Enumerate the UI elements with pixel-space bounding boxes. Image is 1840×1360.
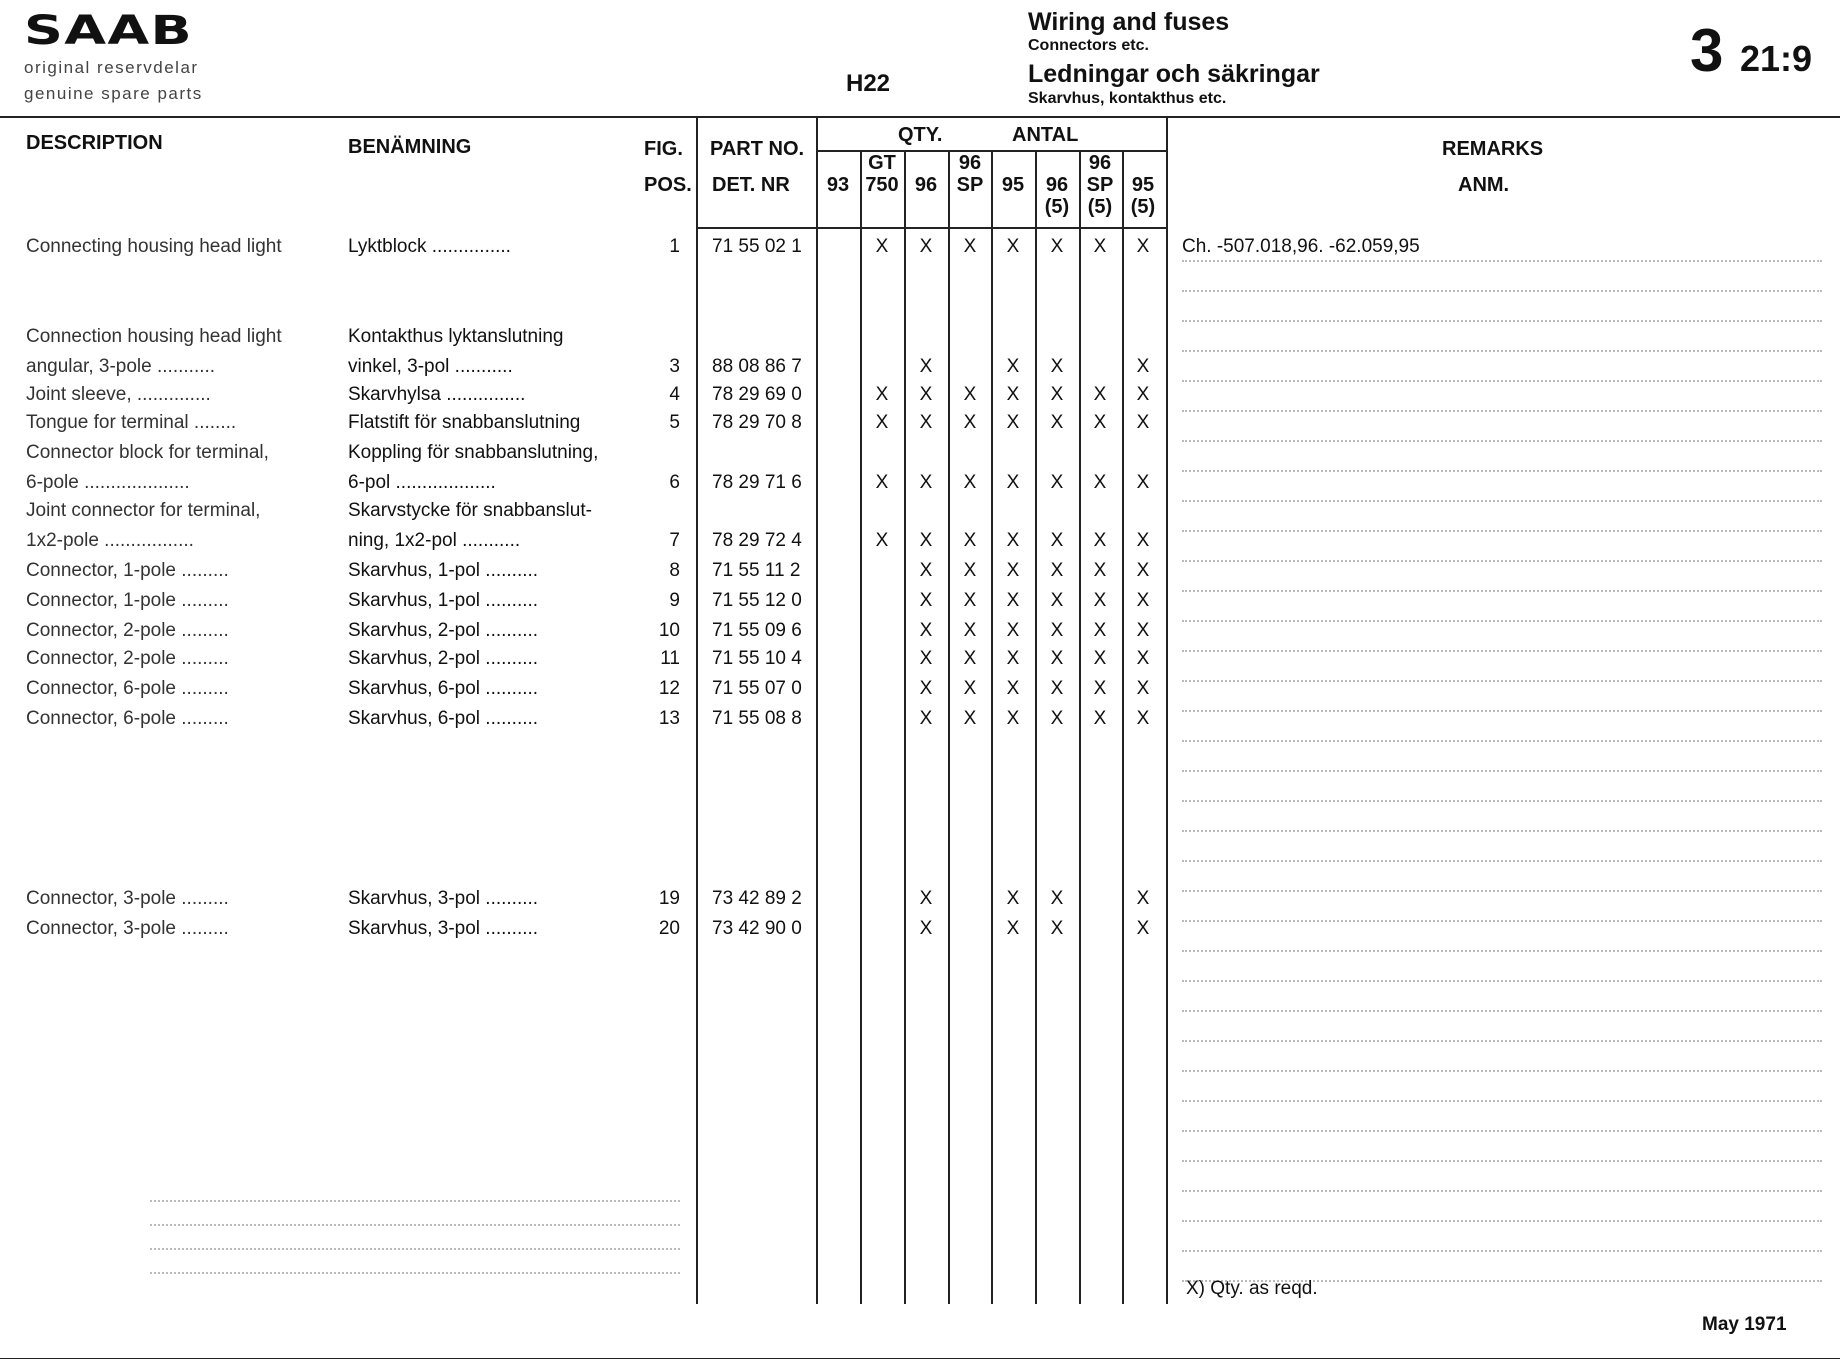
col-antal: ANTAL — [1012, 124, 1079, 146]
qty-mark: X — [919, 530, 933, 551]
remarks-guide-line — [1182, 620, 1822, 622]
benamning: 6-pol ................... — [348, 472, 496, 493]
remarks-guide-line — [1182, 500, 1822, 502]
qty-mark: X — [1136, 560, 1150, 581]
model-label-mid: 96 — [1045, 174, 1069, 196]
qty-mark: X — [963, 620, 977, 641]
col-remarks: REMARKS — [1442, 138, 1544, 160]
qty-mark: X — [1006, 530, 1020, 551]
model-label-mid: 95 — [1131, 174, 1155, 196]
qty-mark: X — [875, 384, 889, 405]
table-row — [0, 530, 1840, 556]
qty-mark: X — [875, 530, 889, 551]
subtitle-swedish: Skarvhus, kontakthus etc. — [1028, 90, 1227, 107]
benamning: Skarvhus, 2-pol .......... — [348, 620, 539, 641]
description: Joint sleeve, .............. — [26, 384, 211, 405]
fig-pos: 19 — [658, 888, 680, 909]
qty-mark: X — [1093, 678, 1107, 699]
table-row — [0, 620, 1840, 646]
remarks-guide-line — [1182, 830, 1822, 832]
qty-mark: X — [1050, 888, 1064, 909]
qty-mark: X — [1093, 620, 1107, 641]
fig-pos: 9 — [669, 590, 680, 611]
table-row — [0, 442, 1840, 468]
remarks-guide-line — [1182, 1220, 1822, 1222]
issue-date: May 1971 — [1702, 1314, 1787, 1335]
table-row — [0, 236, 1840, 262]
model-label-mid: SP — [956, 174, 984, 196]
model-label-bot: (5) — [1044, 196, 1070, 218]
qty-mark: X — [1050, 708, 1064, 729]
remarks-guide-line — [1182, 1040, 1822, 1042]
table-header-rule — [696, 227, 1166, 229]
model-label-bot — [948, 196, 992, 218]
fig-pos: 11 — [660, 648, 680, 669]
remarks-guide-line — [1182, 320, 1822, 322]
benamning: Koppling för snabbanslutning, — [348, 442, 599, 463]
part-number: 71 55 10 4 — [712, 648, 802, 669]
benamning: Flatstift för snabbanslutning — [348, 412, 581, 433]
footnote: X) Qty. as reqd. — [1186, 1278, 1318, 1299]
qty-mark: X — [1050, 412, 1064, 433]
qty-mark: X — [1006, 648, 1020, 669]
description: 6-pole .................... — [26, 472, 190, 493]
qty-mark: X — [1050, 472, 1064, 493]
remarks-guide-line — [1182, 1100, 1822, 1102]
remarks-guide-line — [1182, 1010, 1822, 1012]
description: Tongue for terminal ........ — [26, 412, 237, 433]
qty-mark: X — [875, 236, 889, 257]
model-header — [1035, 152, 1079, 218]
qty-mark: X — [1136, 384, 1150, 405]
qty-mark: X — [919, 560, 933, 581]
model-label-mid: 96 — [914, 174, 938, 196]
fig-pos: 6 — [669, 472, 680, 493]
qty-mark: X — [963, 708, 977, 729]
qty-mark: X — [1093, 708, 1107, 729]
model-label-top: GT — [868, 152, 896, 174]
qty-mark: X — [963, 236, 977, 257]
fig-pos: 12 — [658, 678, 680, 699]
qty-mark: X — [1136, 708, 1150, 729]
blank-guide-line — [150, 1200, 680, 1202]
model-label-bot: (5) — [1087, 196, 1113, 218]
qty-mark: X — [919, 918, 933, 939]
benamning: Skarvhus, 6-pol .......... — [348, 708, 539, 729]
remarks-guide-line — [1182, 1070, 1822, 1072]
qty-mark: X — [1050, 678, 1064, 699]
description: Connecting housing head light — [26, 236, 282, 257]
qty-mark: X — [1006, 356, 1020, 377]
remarks-guide-line — [1182, 1160, 1822, 1162]
qty-mark: X — [1136, 472, 1150, 493]
model-label-top — [904, 152, 948, 174]
remarks-guide-line — [1182, 410, 1822, 412]
qty-mark: X — [1006, 918, 1020, 939]
table-row — [0, 590, 1840, 616]
model-header — [860, 152, 904, 218]
col-anm: ANM. — [1458, 174, 1510, 196]
benamning: Skarvhylsa ............... — [348, 384, 526, 405]
remarks-guide-line — [1182, 740, 1822, 742]
model-label-top — [991, 152, 1035, 174]
bottom-rule — [0, 1358, 1840, 1359]
remarks-guide-line — [1182, 380, 1822, 382]
qty-mark: X — [1050, 356, 1064, 377]
part-number: 78 29 69 0 — [712, 384, 802, 405]
remarks-guide-line — [1182, 800, 1822, 802]
benamning: Skarvhus, 3-pol .......... — [348, 888, 539, 909]
qty-mark: X — [919, 590, 933, 611]
remarks-guide-line — [1182, 980, 1822, 982]
fig-pos: 7 — [669, 530, 680, 551]
col-benamning: BENÄMNING — [348, 136, 472, 158]
qty-mark: X — [919, 356, 933, 377]
table-row — [0, 326, 1840, 352]
model-label-mid: SP — [1086, 174, 1114, 196]
title-swedish: Ledningar och säkringar — [1028, 60, 1320, 88]
tagline-genuine: genuine spare parts — [24, 84, 203, 103]
qty-mark: X — [963, 590, 977, 611]
qty-mark: X — [875, 472, 889, 493]
model-label-mid: 750 — [865, 174, 899, 196]
qty-mark: X — [1006, 678, 1020, 699]
title-english: Wiring and fuses — [1028, 8, 1230, 36]
qty-mark: X — [1006, 236, 1020, 257]
remarks-guide-line — [1182, 890, 1822, 892]
remarks-guide-line — [1182, 710, 1822, 712]
part-number: 73 42 89 2 — [712, 888, 802, 909]
qty-mark: X — [1136, 530, 1150, 551]
part-number: 78 29 71 6 — [712, 472, 802, 493]
benamning: Skarvhus, 2-pol .......... — [348, 648, 539, 669]
model-header — [948, 152, 992, 218]
part-number: 71 55 12 0 — [712, 590, 802, 611]
model-label-top — [1121, 152, 1165, 174]
table-row — [0, 500, 1840, 526]
model-label-mid: 93 — [826, 174, 850, 196]
part-number: 88 08 86 7 — [712, 356, 802, 377]
benamning: Skarvhus, 1-pol .......... — [348, 560, 539, 581]
model-header — [816, 152, 860, 218]
fig-pos: 20 — [658, 918, 680, 939]
qty-mark: X — [1006, 620, 1020, 641]
remarks-guide-line — [1182, 950, 1822, 952]
col-partno: PART NO. — [710, 138, 805, 160]
table-row — [0, 356, 1840, 382]
qty-mark: X — [963, 384, 977, 405]
qty-mark: X — [1050, 918, 1064, 939]
model-header — [1121, 152, 1165, 218]
description: Connector, 6-pole ......... — [26, 678, 229, 699]
qty-mark: X — [1093, 648, 1107, 669]
qty-mark: X — [1093, 590, 1107, 611]
part-number: 71 55 07 0 — [712, 678, 802, 699]
qty-mark: X — [1136, 412, 1150, 433]
description: Connector, 1-pole ......... — [26, 590, 229, 611]
qty-mark: X — [919, 708, 933, 729]
qty-mark: X — [963, 472, 977, 493]
benamning: ning, 1x2-pol ........... — [348, 530, 521, 551]
description: 1x2-pole ................. — [26, 530, 194, 551]
table-row — [0, 560, 1840, 586]
qty-mark: X — [919, 888, 933, 909]
qty-mark: X — [963, 678, 977, 699]
qty-mark: X — [919, 678, 933, 699]
fig-pos: 3 — [669, 356, 680, 377]
blank-guide-line — [150, 1224, 680, 1226]
qty-mark: X — [1050, 530, 1064, 551]
part-number: 78 29 72 4 — [712, 530, 802, 551]
col-qty: QTY. — [898, 124, 943, 146]
qty-mark: X — [963, 530, 977, 551]
remarks-guide-line — [1182, 590, 1822, 592]
qty-mark: X — [1050, 648, 1064, 669]
qty-mark: X — [1093, 560, 1107, 581]
table-row — [0, 384, 1840, 410]
remarks-guide-line — [1182, 860, 1822, 862]
model-label-top — [816, 152, 860, 174]
page-number: 21:9 — [1740, 38, 1813, 79]
remarks-guide-line — [1182, 770, 1822, 772]
qty-mark: X — [1093, 384, 1107, 405]
part-number: 71 55 02 1 — [712, 236, 802, 257]
qty-mark: X — [919, 472, 933, 493]
fig-pos: 8 — [669, 560, 680, 581]
qty-mark: X — [1136, 888, 1150, 909]
qty-mark: X — [1050, 590, 1064, 611]
description: Connector, 2-pole ......... — [26, 648, 229, 669]
remarks-guide-line — [1182, 1250, 1822, 1252]
qty-mark: X — [1136, 620, 1150, 641]
model-header — [991, 152, 1035, 218]
model-header — [904, 152, 948, 218]
remarks-guide-line — [1182, 530, 1822, 532]
qty-mark: X — [1093, 472, 1107, 493]
qty-mark: X — [1136, 236, 1150, 257]
description: Connector, 3-pole ......... — [26, 888, 229, 909]
qty-mark: X — [1136, 678, 1150, 699]
qty-mark: X — [1136, 648, 1150, 669]
qty-mark: X — [1136, 356, 1150, 377]
qty-mark: X — [1093, 236, 1107, 257]
remarks-guide-line — [1182, 350, 1822, 352]
model-label-bot — [904, 196, 948, 218]
remarks-guide-line — [1182, 290, 1822, 292]
qty-mark: X — [1093, 530, 1107, 551]
description: angular, 3-pole ........... — [26, 356, 216, 377]
qty-mark: X — [963, 648, 977, 669]
model-label-bot — [860, 196, 904, 218]
remarks-guide-line — [1182, 260, 1822, 262]
qty-mark: X — [1006, 412, 1020, 433]
qty-mark: X — [1136, 918, 1150, 939]
description: Connector, 6-pole ......... — [26, 708, 229, 729]
qty-mark: X — [1006, 888, 1020, 909]
benamning: Kontakthus lyktanslutning — [348, 326, 564, 347]
fig-pos: 13 — [658, 708, 680, 729]
remark: Ch. -507.018,96. -62.059,95 — [1182, 236, 1420, 257]
benamning: Skarvstycke för snabbanslut- — [348, 500, 592, 521]
qty-mark: X — [1006, 560, 1020, 581]
fig-pos: 4 — [669, 384, 680, 405]
subtitle-english: Connectors etc. — [1028, 37, 1149, 54]
tagline-original: original reservdelar — [24, 58, 199, 77]
description: Joint connector for terminal, — [26, 500, 261, 521]
benamning: vinkel, 3-pol ........... — [348, 356, 513, 377]
group-number: 3 — [1690, 17, 1724, 84]
qty-mark: X — [875, 412, 889, 433]
col-fig: FIG. — [644, 138, 683, 160]
description: Connector block for terminal, — [26, 442, 269, 463]
remarks-guide-line — [1182, 680, 1822, 682]
model-label-top: 96 — [1088, 152, 1112, 174]
saab-logo: SAAB — [24, 8, 194, 54]
qty-mark: X — [1136, 590, 1150, 611]
description: Connector, 1-pole ......... — [26, 560, 229, 581]
model-label-top — [1035, 152, 1079, 174]
col-description: DESCRIPTION — [26, 132, 163, 154]
header-rule — [0, 116, 1840, 118]
table-row — [0, 412, 1840, 438]
remarks-guide-line — [1182, 1190, 1822, 1192]
qty-mark: X — [919, 412, 933, 433]
model-label-bot — [991, 196, 1035, 218]
benamning: Skarvhus, 3-pol .......... — [348, 918, 539, 939]
qty-mark: X — [919, 648, 933, 669]
part-number: 73 42 90 0 — [712, 918, 802, 939]
qty-mark: X — [1006, 384, 1020, 405]
remarks-guide-line — [1182, 440, 1822, 442]
col-pos: POS. — [644, 174, 692, 196]
blank-guide-line — [150, 1272, 680, 1274]
description: Connection housing head light — [26, 326, 282, 347]
qty-mark: X — [1006, 708, 1020, 729]
description: Connector, 2-pole ......... — [26, 620, 229, 641]
fig-pos: 5 — [669, 412, 680, 433]
qty-mark: X — [1050, 560, 1064, 581]
qty-mark: X — [919, 384, 933, 405]
part-number: 71 55 11 2 — [712, 560, 801, 581]
remarks-guide-line — [1182, 470, 1822, 472]
qty-mark: X — [963, 560, 977, 581]
model-code: H22 — [846, 70, 891, 97]
remarks-guide-line — [1182, 560, 1822, 562]
qty-mark: X — [919, 236, 933, 257]
part-number: 71 55 09 6 — [712, 620, 802, 641]
remarks-guide-line — [1182, 650, 1822, 652]
description: Connector, 3-pole ......... — [26, 918, 229, 939]
part-number: 71 55 08 8 — [712, 708, 802, 729]
qty-mark: X — [919, 620, 933, 641]
col-detnr: DET. NR — [712, 174, 790, 196]
remarks-guide-line — [1182, 920, 1822, 922]
blank-guide-line — [150, 1248, 680, 1250]
qty-mark: X — [1006, 590, 1020, 611]
qty-mark: X — [1093, 412, 1107, 433]
qty-mark: X — [1050, 236, 1064, 257]
model-label-top: 96 — [958, 152, 982, 174]
qty-mark: X — [1006, 472, 1020, 493]
benamning: Lyktblock ............... — [348, 236, 511, 257]
fig-pos: 1 — [669, 236, 680, 257]
table-row — [0, 472, 1840, 498]
model-label-bot — [816, 196, 860, 218]
part-number: 78 29 70 8 — [712, 412, 802, 433]
fig-pos: 10 — [658, 620, 680, 641]
remarks-guide-line — [1182, 1130, 1822, 1132]
model-label-bot: (5) — [1130, 196, 1156, 218]
qty-mark: X — [1050, 620, 1064, 641]
benamning: Skarvhus, 1-pol .......... — [348, 590, 539, 611]
qty-mark: X — [1050, 384, 1064, 405]
model-label-mid: 95 — [1001, 174, 1025, 196]
model-header — [1078, 152, 1122, 218]
benamning: Skarvhus, 6-pol .......... — [348, 678, 539, 699]
qty-mark: X — [963, 412, 977, 433]
